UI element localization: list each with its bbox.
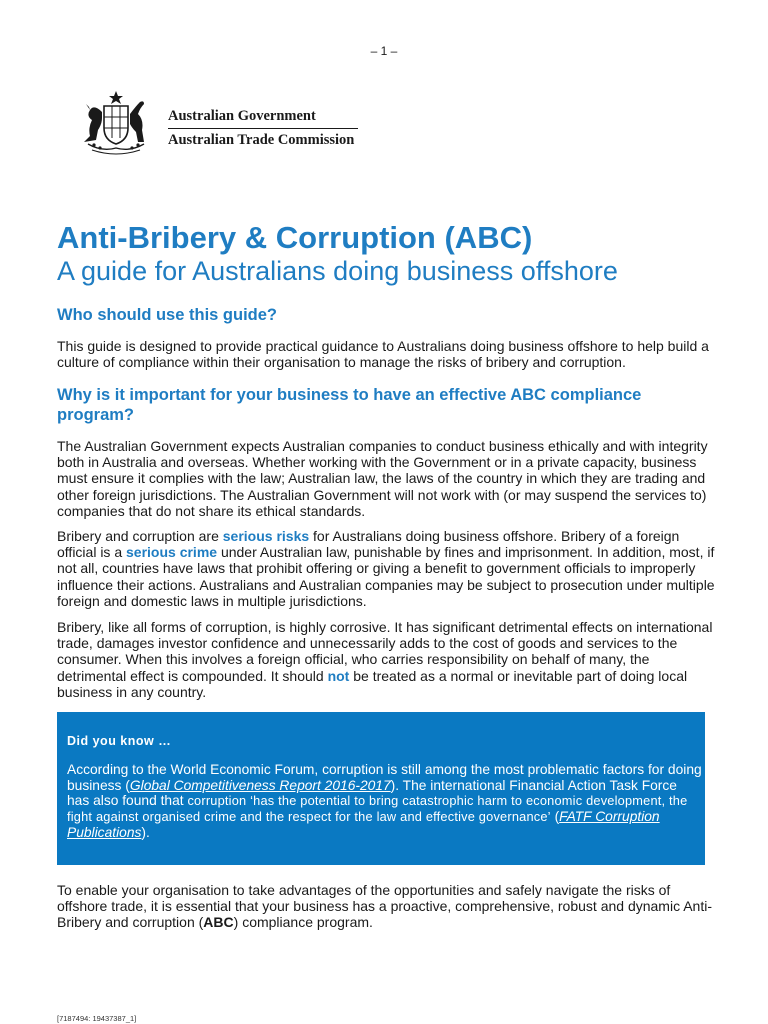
document-reference: [7187494: 19437387_1]: [57, 1014, 137, 1023]
highlight-serious-crime: serious crime: [126, 544, 218, 561]
text-run: According to the World Economic Forum, corruption is still among the most problematic factors for doing business (: [67, 762, 702, 793]
page-number: – 1 –: [370, 44, 398, 58]
link-global-competitiveness-report[interactable]: Global Competitiveness Report 2016-2017: [129, 777, 391, 793]
text-run: ).: [141, 824, 150, 840]
callout-body: [67, 762, 703, 841]
paragraph-guide-purpose: This guide is designed to provide practical guidance to Australians doing business offshore to help build a culture of compliance within their organisation to manage the risks of bribery and corruption.: [57, 338, 709, 371]
text-run: Bribery, like all forms of corruption, is highly corrosive. It has significant detrimental effects on international trade, damages investor confidence and unnecessarily adds to the cost of goods and services to the consumer. When this involves a foreign official, who carries responsibility on behalf of many, the detrimental effect is compounded. It should: [57, 619, 713, 684]
heading-why-important: Why is it important for your business to have an effective ABC compliance program?: [57, 386, 642, 424]
coat-of-arms-icon: [74, 90, 158, 156]
callout-title: Did you know …: [67, 734, 172, 748]
text-run: ) compliance program.: [233, 914, 373, 931]
heading-who-should-use: Who should use this guide?: [57, 306, 277, 324]
text-run: for Australians doing business offshore. Bribery of a foreign official is a: [57, 528, 680, 561]
text-run: To enable your organisation to take advantages of the opportunities and safely navigate the risks of offshore trade, it is essential that your business has a proactive, comprehensive, robust and dynamic Anti-Bribery and corruption (: [57, 882, 712, 931]
text-run: Bribery and corruption are: [57, 528, 223, 544]
paragraph-corrosive-effects: [57, 619, 717, 700]
link-fatf-corruption-publications[interactable]: FATF Corruption Publications: [67, 809, 660, 840]
highlight-not: not: [327, 667, 350, 684]
bold-abc: ABC: [203, 914, 234, 931]
did-you-know-callout: [57, 712, 705, 865]
paragraph-government-expectations: The Australian Government expects Australian companies to conduct business ethically and with integrity both in Australia and overseas. Whether working with the Government or in a private capacity, business must ensure it complies with the law; Australian law, the laws of the country in which they are trading and other foreign jurisdictions. The Australian Government will not work with (or may suspend the services to) companies that do not share its ethical standards.: [57, 438, 708, 519]
text-run: under Australian law, punishable by fines and imprisonment. In addition, most, if not all, countries have laws that prohibit offering or giving a benefit to government officials to improperly influence their actions. Australians and Australian companies may be subject to prosecution under multiple foreign and domestic laws in multiple jurisdictions.: [57, 544, 715, 609]
document-subtitle: A guide for Australians doing business offshore: [57, 256, 618, 286]
highlight-serious-risks: serious risks: [222, 528, 310, 544]
org-name-divider: [168, 128, 358, 129]
paragraph-closing: [57, 882, 717, 931]
document-title: Anti-Bribery & Corruption (ABC): [57, 220, 533, 255]
paragraph-serious-risks: [57, 528, 717, 609]
org-name-block: [168, 108, 358, 149]
text-run: be treated as a normal or inevitable part of doing local business in any country.: [57, 667, 688, 700]
org-name-primary: Australian Government: [168, 108, 316, 124]
text-run: (: [550, 809, 560, 825]
org-name-secondary: Australian Trade Commission: [168, 132, 355, 148]
text-run: ). The international Financial Action Task Force has also found that: [67, 777, 677, 809]
callout-quote: corruption ‘has the potential to bring catastrophic harm to economic development, the fight against organised crime and the respect for the law and effective governance’: [67, 793, 688, 825]
